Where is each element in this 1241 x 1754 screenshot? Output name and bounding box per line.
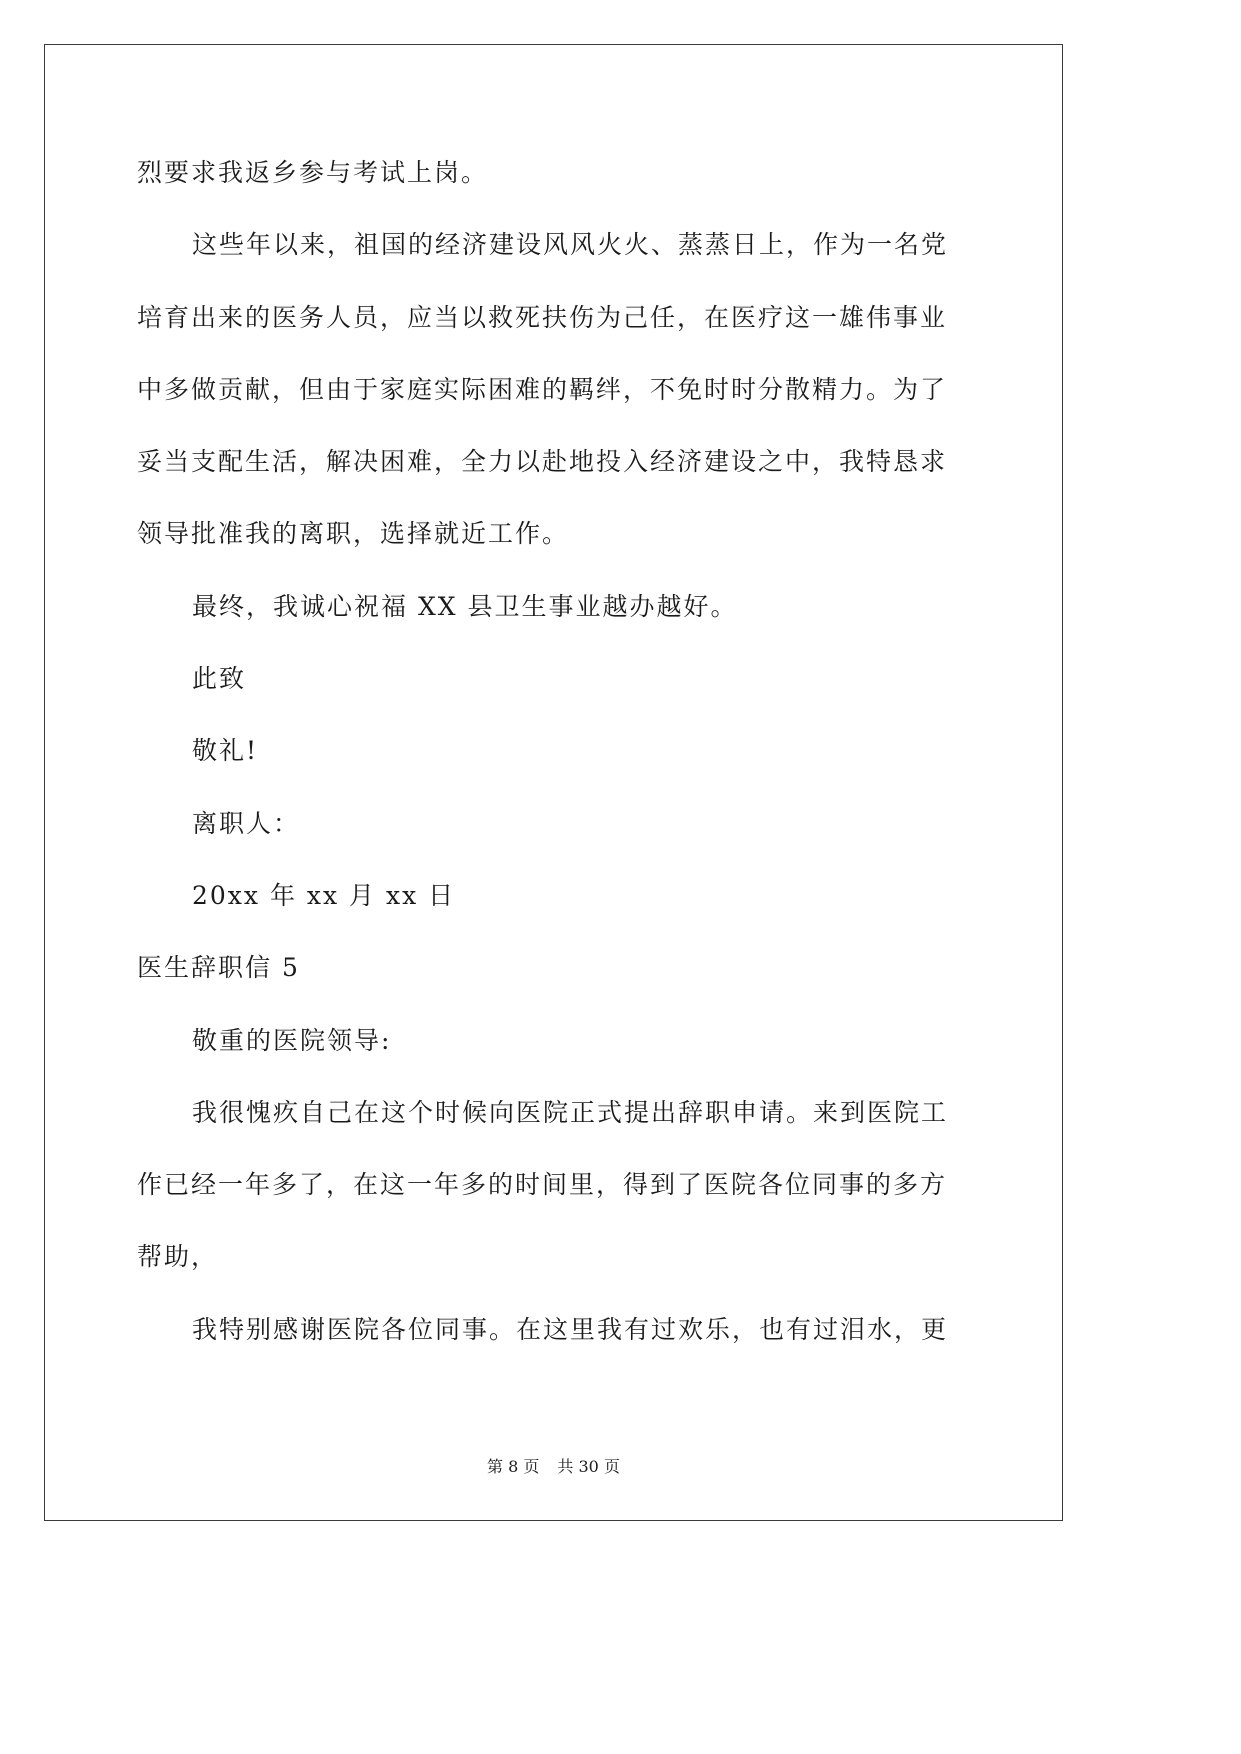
paragraph-line: 烈要求我返乡参与考试上岗。 [137, 158, 489, 187]
closing-line: 敬礼! [192, 736, 259, 766]
salutation-line: 敬重的医院领导: [192, 1025, 392, 1055]
paragraph-line: 培育出来的医务人员，应当以救死扶伤为己任，在医疗这一雄伟事业 [137, 302, 948, 332]
paragraph-line: 领导批准我的离职，选择就近工作。 [137, 519, 570, 549]
signature-line: 离职人： [192, 808, 301, 838]
paragraph-line: 妥当支配生活，解决困难，全力以赴地投入经济建设之中，我特恳求 [137, 447, 948, 477]
paragraph-line: 作已经一年多了，在这一年多的时间里，得到了医院各位同事的多方 [137, 1170, 948, 1200]
closing-line: 此致 [192, 664, 247, 694]
page-footer [0, 1454, 1107, 1477]
page-total: 共 30 页 [557, 1457, 620, 1476]
page-number: 第 8 页 [487, 1457, 540, 1476]
paragraph-line: 中多做贡献，但由于家庭实际困难的羁绊，不免时时分散精力。为了 [137, 374, 948, 404]
paragraph-line: 我特别感谢医院各位同事。在这里我有过欢乐，也有过泪水，更 [192, 1314, 949, 1344]
paragraph-line: 我很愧疚自己在这个时候向医院正式提出辞职申请。来到医院工 [192, 1097, 949, 1127]
paragraph-line: 这些年以来，祖国的经济建设风风火火、蒸蒸日上，作为一名党 [192, 230, 949, 260]
date-line: 20xx 年 xx 月 xx 日 [192, 880, 456, 910]
section-title: 医生辞职信 5 [137, 953, 300, 983]
paragraph-line: 最终，我诚心祝福 XX 县卫生事业越办越好。 [192, 591, 738, 621]
letter-body [137, 148, 977, 1377]
paragraph-line: 帮助， [137, 1242, 219, 1272]
